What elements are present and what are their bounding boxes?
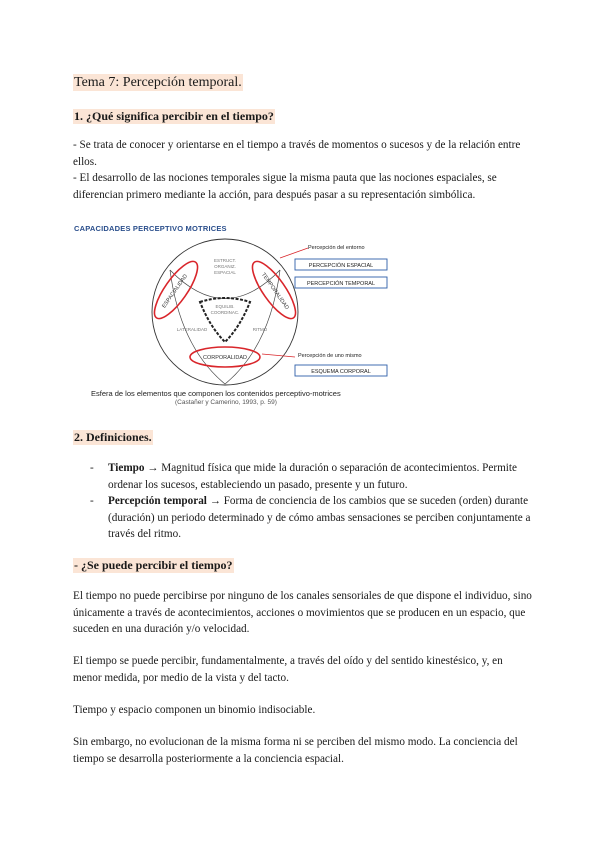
region-center-line2: COORDINAC. bbox=[210, 310, 240, 315]
section3-paragraph-3: Tiempo y espacio componen un binomio indisociable. bbox=[73, 704, 316, 716]
definition-text: Magnitud física que mide la duración o separación de acontecimientos. Permite ordenar los sucesos, estableciendo un pasado, presente y un futuro. bbox=[108, 462, 517, 491]
definition-item bbox=[90, 493, 540, 543]
section1-paragraph-1: - Se trata de conocer y orientarse en el tiempo a través de momentos o sucesos y de la relación entre ellos. bbox=[73, 139, 521, 168]
list-dash: - bbox=[90, 462, 94, 474]
box-esquema-corporal-label: ESQUEMA CORPORAL bbox=[311, 369, 371, 375]
region-left: LATERALIDAD bbox=[176, 327, 208, 332]
oval-espacialidad-label: ESPACIALIDAD bbox=[161, 273, 190, 310]
oval-corporalidad-label: CORPORALIDAD bbox=[202, 355, 248, 361]
section1-heading: 1. ¿Qué significa percibir en el tiempo? bbox=[74, 109, 274, 123]
oval-temporalidad-label: TEMPORALIDAD bbox=[259, 271, 290, 311]
label-percepcion-entorno: Percepción del entorno bbox=[308, 245, 365, 251]
figure-caption: Esfera de los elementos que componen los contenidos perceptivo-motrices bbox=[91, 389, 341, 398]
definition-term: Percepción temporal bbox=[108, 495, 207, 507]
label-percepcion-uno-mismo: Percepción de uno mismo bbox=[298, 353, 362, 359]
connector-entorno bbox=[280, 248, 308, 258]
section2-heading: 2. Definiciones. bbox=[74, 430, 152, 444]
region-top-line1: ESTRUCT. bbox=[213, 258, 237, 263]
connector-uno-mismo bbox=[262, 354, 295, 357]
section3-heading: - ¿Se puede percibir el tiempo? bbox=[74, 558, 233, 572]
region-top-line3: ESPACIAL bbox=[214, 270, 236, 275]
definition-item bbox=[90, 460, 540, 493]
page-title: Tema 7: Percepción temporal. bbox=[74, 75, 242, 90]
section3-paragraph-1: El tiempo no puede percibirse por ninguno de los canales sensoriales de que dispone el individuo, sino únicamente a través de acontecimientos, acciones o movimientos que se producen en un espacio, que suceden en una duración y/o velocidad. bbox=[73, 590, 532, 635]
definition-arrow: → bbox=[147, 462, 159, 474]
section3-paragraph-4: Sin embargo, no evolucionan de la misma forma ni se perciben del mismo modo. La conciencia del tiempo se desarrolla posteriormente a la conciencia espacial. bbox=[73, 736, 518, 765]
region-center-line1: EQUILIB. bbox=[215, 304, 235, 309]
box-percepcion-espacial-label: PERCEPCIÓN ESPACIAL bbox=[308, 263, 374, 269]
region-right: RITMO bbox=[252, 327, 268, 332]
definitions-list bbox=[90, 460, 540, 543]
figure-title: CAPACIDADES PERCEPTIVO MOTRICES bbox=[74, 224, 227, 233]
region-top-line2: ORGANIZ. bbox=[214, 264, 236, 269]
box-percepcion-temporal-label: PERCEPCIÓN TEMPORAL bbox=[306, 281, 376, 287]
list-dash: - bbox=[90, 495, 94, 507]
section1-paragraph-2: - El desarrollo de las nociones temporales sigue la misma pauta que las nociones espaciales, se diferencian primero mediante la acción, para después pasar a su representación simbólica. bbox=[73, 172, 497, 201]
figure-caption-source: (Castañer y Camerino, 1993, p. 59) bbox=[175, 399, 277, 406]
perceptive-motor-diagram bbox=[140, 232, 400, 387]
definition-text: Forma de conciencia de los cambios que se suceden (orden) durante (duración) un periodo determinado y de cómo ambas sensaciones se perciben conjuntamente a través del ritmo. bbox=[108, 495, 531, 540]
section3-paragraph-2: El tiempo se puede percibir, fundamentalmente, a través del oído y del sentido kinestésico, y, en menor medida, por medio de la vista y del tacto. bbox=[73, 655, 503, 684]
definition-term: Tiempo bbox=[108, 462, 145, 474]
definition-arrow: → bbox=[209, 495, 221, 507]
